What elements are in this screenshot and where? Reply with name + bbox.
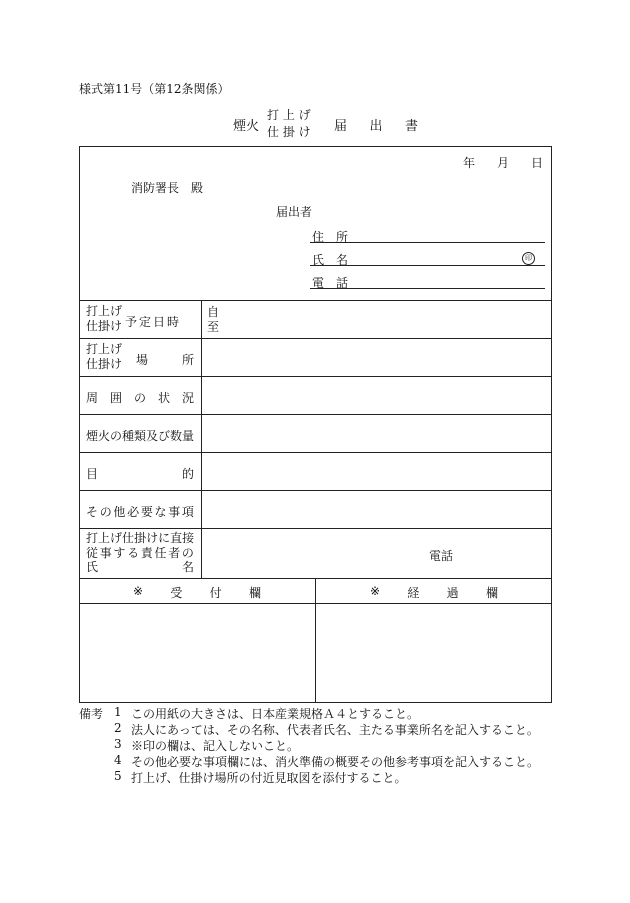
divider (79, 452, 552, 453)
note-num: 1 (114, 705, 122, 719)
phone-label: 電 話 (312, 276, 349, 290)
title-lower: 仕 掛 け (267, 125, 311, 139)
other-label: そ の 他 必 要 な 事 項 (86, 505, 194, 519)
seal-mark: 印 (522, 252, 535, 265)
name-label: 氏 名 (312, 253, 349, 267)
divider (79, 300, 552, 301)
notes-label: 備考 (79, 707, 104, 721)
divider (79, 414, 552, 415)
address-label: 住 所 (312, 230, 349, 244)
title-prefix: 煙火 (233, 119, 260, 134)
schedule-values (207, 305, 219, 335)
note-num: 4 (114, 753, 122, 767)
place-label-stack: 打上げ 仕掛け (86, 342, 123, 371)
reception-header: ※ 受 付 欄 (133, 584, 261, 600)
purpose-label: 目 的 (86, 467, 194, 481)
notifier-label: 届出者 (276, 205, 313, 219)
divider (79, 528, 552, 529)
title-upper: 打 上 げ (267, 108, 311, 122)
divider (315, 578, 316, 703)
divider (201, 300, 202, 578)
title-suffix: 届 出 書 (334, 119, 418, 134)
note-num: 3 (114, 737, 122, 751)
date-line: 年 月 日 (463, 156, 543, 170)
note-num: 5 (114, 769, 122, 783)
note-text: その他必要な事項欄には、消火準備の概要その他参考事項を記入すること。 (131, 755, 540, 769)
schedule-to: 至 (207, 320, 220, 334)
divider (79, 338, 552, 339)
note-text: ※印の欄は、記入しないこと。 (131, 739, 300, 753)
schedule-label-right: 予定日時 (125, 315, 182, 329)
note-text: この用紙の大きさは、日本産業規格Ａ４とすること。 (131, 707, 420, 721)
address-underline (310, 242, 545, 243)
schedule-label-stack: 打上げ 仕掛け (86, 304, 123, 333)
place-label-right: 場 所 (136, 353, 194, 367)
progress-header: ※ 経 過 欄 (370, 584, 498, 600)
phone-underline (310, 288, 545, 289)
note-num: 2 (114, 721, 122, 735)
form-number: 様式第11号（第12条関係） (79, 82, 230, 96)
responsible-phone-label: 電話 (429, 549, 454, 563)
addressee: 消防署長 殿 (131, 181, 204, 195)
name-underline (310, 265, 545, 266)
responsible-label: 打 上 げ 仕 掛 け に 直 接 従 事 す る 責 任 者 の 氏 名 (86, 531, 195, 574)
divider (79, 490, 552, 491)
note-text: 法人にあっては、その名称、代表者氏名、主たる事業所名を記入すること。 (131, 723, 539, 737)
schedule-from: 自 (207, 305, 220, 319)
divider (79, 376, 552, 377)
surroundings-label: 周 囲 の 状 況 (86, 391, 194, 405)
fireworks-label: 煙火の種類及び数量 (86, 429, 195, 443)
note-text: 打上げ、仕掛け場所の付近見取図を添付すること。 (131, 771, 407, 785)
